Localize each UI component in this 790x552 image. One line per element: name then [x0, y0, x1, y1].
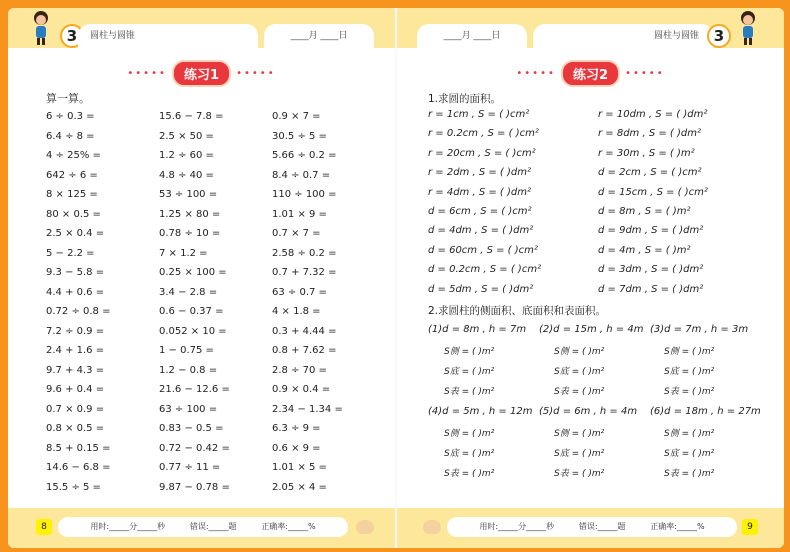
area-row	[428, 284, 778, 303]
area-problem: d = 7dm , S = ( )dm²	[598, 283, 704, 295]
right-header	[397, 8, 784, 48]
problem-cell: 2.4 + 1.6 =	[46, 345, 105, 356]
problem-row	[46, 482, 386, 502]
cylinder-answer: S表 = ( )m²	[554, 469, 605, 479]
footer-errors: 错误:_____题	[578, 522, 626, 531]
cylinder-answer: S侧 = ( )m²	[554, 347, 605, 357]
problem-cell: 1.2 − 0.8 =	[159, 364, 218, 376]
cylinder-answer: S表 = ( )m²	[664, 469, 715, 479]
problem-cell: 642 ÷ 6 =	[46, 169, 98, 181]
problem-row	[46, 131, 386, 151]
problem-cell: 0.72 − 0.42 =	[159, 442, 230, 454]
area-row	[428, 109, 778, 128]
problem-cell: 63 ÷ 0.7 =	[272, 286, 327, 298]
cylinder-answer: S底 = ( )m²	[444, 367, 495, 377]
problem-row	[46, 443, 386, 463]
chapter-title: 圆柱与圆锥	[78, 24, 258, 48]
problem-cell: 1.2 ÷ 60 =	[159, 150, 214, 161]
problem-cell: 8 × 125 =	[46, 189, 98, 200]
cylinder-answer: S侧 = ( )m²	[444, 429, 495, 439]
problem-cell: 0.052 × 10 =	[159, 325, 227, 337]
cylinder-given: (2)d = 15m , h = 4m	[539, 324, 644, 335]
problem-grid	[46, 111, 386, 501]
footer-accuracy: 正确率:_____%	[261, 522, 316, 531]
problem-row	[46, 267, 386, 287]
exercise-title-bar	[8, 60, 395, 87]
chapter-number-badge: 3	[707, 24, 731, 48]
problem-cell: 2.58 ÷ 0.2 =	[272, 247, 337, 259]
cylinder-head-row	[428, 324, 778, 335]
area-problem: d = 15cm , S = ( )cm²	[598, 186, 708, 198]
problem-cell: 5.66 ÷ 0.2 =	[272, 150, 337, 161]
cylinder-answer-row	[444, 384, 774, 397]
cylinder-given: (5)d = 6m , h = 4m	[539, 406, 638, 417]
problem-cell: 0.7 + 7.32 =	[272, 267, 337, 278]
problem-cell: 6 ÷ 0.3 =	[46, 111, 95, 122]
cylinder-answer-row	[444, 364, 774, 377]
problem-cell: 2.05 × 4 =	[272, 481, 327, 493]
instruction: 算一算。	[46, 92, 90, 105]
decorative-dots: •••••	[236, 68, 276, 79]
decorative-dots: •••••	[625, 68, 665, 79]
problem-row	[46, 306, 386, 326]
cylinder-given: (6)d = 18m , h = 27m	[650, 406, 761, 417]
area-problem: r = 8dm , S = ( )dm²	[598, 128, 701, 140]
page-number: 9	[742, 519, 758, 535]
area-problem: d = 2cm , S = ( )cm²	[598, 167, 702, 179]
exercise-title: 练习1	[172, 60, 231, 87]
cylinder-answer: S表 = ( )m²	[444, 387, 495, 397]
problem-cell: 4 ÷ 25% =	[46, 150, 101, 161]
problem-cell: 6.4 ÷ 8 =	[46, 130, 95, 142]
area-problem: r = 2dm , S = ( )dm²	[428, 167, 531, 179]
problem-cell: 1 − 0.75 =	[159, 345, 214, 356]
cylinder-answer: S底 = ( )m²	[664, 367, 715, 377]
area-problem: r = 1cm , S = ( )cm²	[428, 109, 530, 120]
left-page	[8, 8, 395, 548]
cylinder-answer: S侧 = ( )m²	[664, 347, 715, 357]
area-problem: d = 60cm , S = ( )cm²	[428, 244, 538, 256]
problem-row	[46, 462, 386, 482]
right-footer	[397, 508, 784, 548]
problem-cell: 1.25 × 80 =	[159, 208, 221, 220]
exercise-title-bar	[397, 60, 784, 87]
exercise-title: 练习2	[561, 60, 620, 87]
problem-row	[46, 287, 386, 307]
cylinder-given: (1)d = 8m , h = 7m	[428, 324, 527, 335]
problem-cell: 5 − 2.2 =	[46, 247, 95, 259]
decorative-dots: •••••	[127, 68, 167, 79]
area-row	[428, 167, 778, 186]
circle-area-grid	[428, 109, 778, 303]
area-problem: d = 6cm , S = ( )cm²	[428, 205, 532, 217]
problem-row	[46, 209, 386, 229]
cylinder-answer: S表 = ( )m²	[664, 387, 715, 397]
cylinder-answer: S侧 = ( )m²	[444, 347, 495, 357]
problem-cell: 0.7 × 0.9 =	[46, 403, 105, 415]
area-problem: d = 0.2cm , S = ( )cm²	[428, 264, 542, 276]
problem-cell: 0.77 ÷ 11 =	[159, 462, 221, 473]
area-row	[428, 225, 778, 244]
problem-cell: 6.3 ÷ 9 =	[272, 423, 321, 434]
problem-row	[46, 404, 386, 424]
problem-row	[46, 423, 386, 443]
left-header	[8, 8, 395, 48]
problem-row	[46, 384, 386, 404]
problem-cell: 1.01 × 9 =	[272, 208, 327, 220]
footer-bar	[58, 517, 348, 537]
footer-time: 用时:_____分_____秒	[90, 522, 166, 531]
problem-cell: 9.6 + 0.4 =	[46, 384, 105, 395]
problem-row	[46, 345, 386, 365]
area-problem: r = 0.2cm , S = ( )cm²	[428, 128, 539, 140]
date-label: ____月 ____日	[264, 24, 374, 48]
problem-cell: 0.6 × 9 =	[272, 442, 321, 454]
page-number: 8	[36, 519, 52, 535]
problem-cell: 2.5 × 50 =	[159, 130, 214, 142]
problem-cell: 4 × 1.8 =	[272, 306, 321, 317]
problem-cell: 2.5 × 0.4 =	[46, 228, 105, 239]
area-row	[428, 245, 778, 264]
cylinder-answer: S表 = ( )m²	[554, 387, 605, 397]
problem-cell: 0.83 − 0.5 =	[159, 423, 224, 434]
problem-row	[46, 326, 386, 346]
cylinder-answer: S侧 = ( )m²	[664, 429, 715, 439]
area-problem: d = 9dm , S = ( )dm²	[598, 225, 704, 237]
footer-accuracy: 正确率:_____%	[650, 522, 705, 531]
problem-cell: 0.8 + 7.62 =	[272, 345, 337, 356]
problem-cell: 4.4 + 0.6 =	[46, 286, 105, 298]
footer-errors: 错误:_____题	[189, 522, 237, 531]
cylinder-given: (3)d = 7m , h = 3m	[650, 324, 749, 335]
area-problem: r = 10dm , S = ( )dm²	[598, 109, 708, 120]
cylinder-answer: S底 = ( )m²	[554, 449, 605, 459]
cylinder-answer: S底 = ( )m²	[554, 367, 605, 377]
cylinder-answer-row	[444, 466, 774, 479]
cylinder-answer: S侧 = ( )m²	[554, 429, 605, 439]
problem-row	[46, 150, 386, 170]
problem-row	[46, 170, 386, 190]
problem-cell: 0.3 + 4.44 =	[272, 325, 337, 337]
cylinder-answer-row	[444, 426, 774, 439]
problem-row	[46, 189, 386, 209]
chapter-number-badge: 3	[60, 24, 84, 48]
problem-cell: 0.72 ÷ 0.8 =	[46, 306, 111, 317]
problem-row	[46, 228, 386, 248]
problem-cell: 0.9 × 0.4 =	[272, 384, 331, 395]
problem-cell: 7 × 1.2 =	[159, 247, 208, 259]
girl-mascot-icon	[30, 10, 52, 46]
area-row	[428, 187, 778, 206]
date-label: ____月 ____日	[417, 24, 527, 48]
left-footer	[8, 508, 395, 548]
problem-cell: 2.8 ÷ 70 =	[272, 364, 327, 376]
area-row	[428, 264, 778, 283]
problem-cell: 3.4 − 2.8 =	[159, 286, 218, 298]
problem-cell: 0.25 × 100 =	[159, 267, 227, 278]
cylinder-head-row	[428, 406, 778, 417]
problem-cell: 53 ÷ 100 =	[159, 189, 218, 200]
problem-cell: 0.78 ÷ 10 =	[159, 228, 221, 239]
chapter-title: 圆柱与圆锥	[533, 24, 713, 48]
area-problem: d = 5dm , S = ( )dm²	[428, 283, 534, 295]
problem-cell: 1.01 × 5 =	[272, 462, 327, 473]
area-problem: r = 20cm , S = ( )cm²	[428, 147, 536, 159]
area-row	[428, 206, 778, 225]
cylinder-answer: S表 = ( )m²	[444, 469, 495, 479]
area-row	[428, 148, 778, 167]
problem-cell: 80 × 0.5 =	[46, 208, 101, 220]
problem-cell: 110 ÷ 100 =	[272, 189, 337, 200]
cat-face-icon	[423, 520, 441, 534]
area-problem: d = 3dm , S = ( )dm²	[598, 264, 704, 276]
problem-row	[46, 248, 386, 268]
cylinder-given: (4)d = 5m , h = 12m	[428, 406, 533, 417]
problem-cell: 9.3 − 5.8 =	[46, 267, 105, 278]
problem-cell: 8.4 ÷ 0.7 =	[272, 169, 331, 181]
section-2-title: 2.求圆柱的侧面积、底面积和表面积。	[428, 305, 607, 317]
problem-row	[46, 365, 386, 385]
problem-cell: 9.7 + 4.3 =	[46, 364, 105, 376]
problem-cell: 2.34 − 1.34 =	[272, 403, 343, 415]
problem-cell: 0.6 − 0.37 =	[159, 306, 224, 317]
area-row	[428, 128, 778, 147]
area-problem: d = 8m , S = ( )m²	[598, 205, 691, 217]
area-problem: d = 4dm , S = ( )dm²	[428, 225, 534, 237]
problem-cell: 30.5 ÷ 5 =	[272, 130, 327, 142]
problem-cell: 15.6 − 7.8 =	[159, 111, 224, 122]
problem-cell: 4.8 ÷ 40 =	[159, 169, 214, 181]
problem-cell: 0.9 × 7 =	[272, 111, 321, 122]
problem-row	[46, 111, 386, 131]
cat-face-icon	[356, 520, 374, 534]
girl-mascot-icon	[737, 10, 759, 46]
footer-time: 用时:_____分_____秒	[479, 522, 555, 531]
footer-bar	[447, 517, 737, 537]
cylinder-answer-row	[444, 446, 774, 459]
area-problem: d = 4m , S = ( )m²	[598, 244, 691, 256]
area-problem: r = 4dm , S = ( )dm²	[428, 186, 531, 198]
problem-cell: 0.8 × 0.5 =	[46, 423, 105, 434]
problem-cell: 0.7 × 7 =	[272, 228, 321, 239]
problem-cell: 14.6 − 6.8 =	[46, 462, 111, 473]
problem-cell: 21.6 − 12.6 =	[159, 384, 230, 395]
decorative-dots: •••••	[516, 68, 556, 79]
area-problem: r = 30m , S = ( )m²	[598, 147, 695, 159]
cylinder-answer: S底 = ( )m²	[444, 449, 495, 459]
problem-cell: 63 ÷ 100 =	[159, 403, 218, 415]
section-1-title: 1.求圆的面积。	[428, 93, 502, 105]
cylinder-answer: S底 = ( )m²	[664, 449, 715, 459]
problem-cell: 7.2 ÷ 0.9 =	[46, 325, 105, 337]
problem-cell: 8.5 + 0.15 =	[46, 442, 111, 454]
cylinder-answer-row	[444, 344, 774, 357]
problem-cell: 9.87 − 0.78 =	[159, 481, 230, 493]
problem-cell: 15.5 ÷ 5 =	[46, 481, 101, 493]
